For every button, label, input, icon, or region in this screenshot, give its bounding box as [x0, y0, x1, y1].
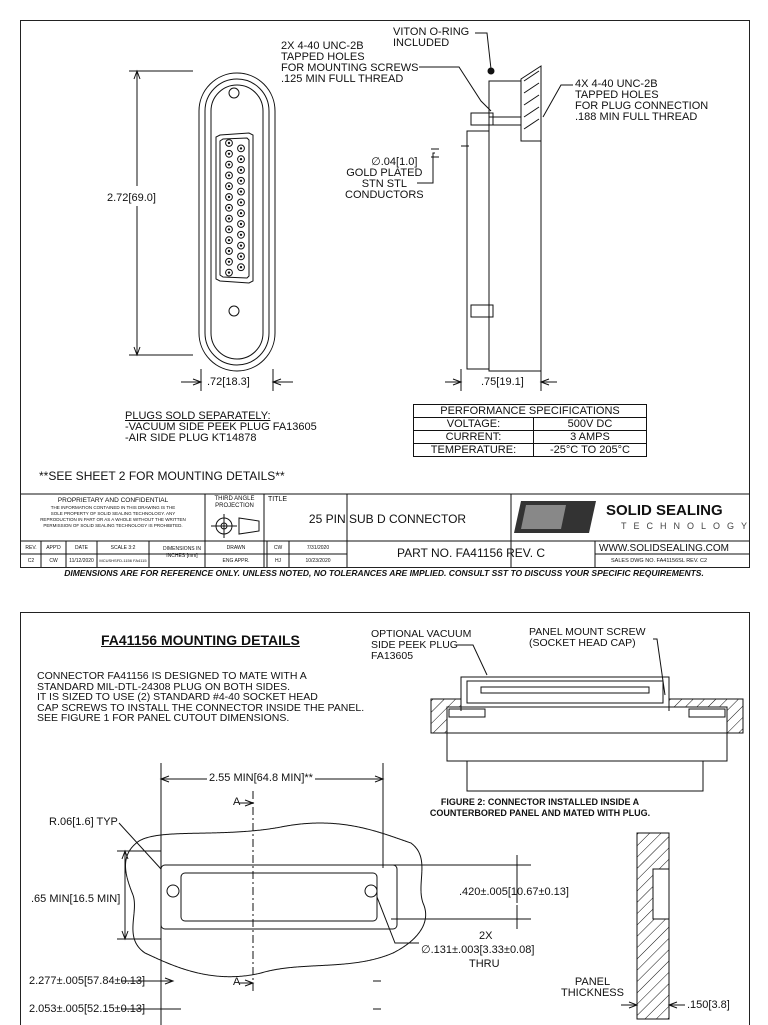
connector-pin-center: [228, 142, 230, 144]
plugs-sold-note: PLUGS SOLD SEPARATELY: -VACUUM SIDE PEEK PLUG FA13605 -AIR SIDE PLUG KT14878: [125, 410, 317, 444]
optional-plug-callout: OPTIONAL VACUUM SIDE PEEK PLUG FA13605: [371, 628, 472, 662]
panel-thickness-dimension: .150[3.8]: [687, 999, 730, 1011]
eng-appr-label: ENG APPR.: [222, 558, 250, 564]
scale-header: SCALE 3:2: [110, 545, 136, 551]
connector-pin-center: [228, 185, 230, 187]
oring-callout: VITON O-RING INCLUDED: [393, 26, 470, 49]
connector-pin-center: [240, 255, 242, 257]
hole-diameter-dimension: ∅.131±.003[3.33±0.08]: [421, 944, 535, 956]
appd-header: APP'D: [46, 545, 61, 551]
section-marker-top: A: [233, 796, 241, 808]
date-value: 11/12/2020: [69, 558, 94, 564]
perf-table-title: PERFORMANCE SPECIFICATIONS: [414, 405, 647, 418]
dimensions-header: DIMENSIONS IN: [162, 546, 202, 552]
callout-leaders: [417, 33, 573, 183]
connector-front-view: [199, 73, 275, 371]
panel-thickness-label: PANEL THICKNESS: [561, 976, 624, 999]
drawing-sheet-1: [20, 20, 755, 568]
connector-pin-center: [228, 163, 230, 165]
height-dimension: 2.72[69.0]: [107, 192, 156, 204]
connector-pin-center: [228, 217, 230, 219]
min-height-dimension: .65 MIN[16.5 MIN]: [31, 893, 121, 905]
connector-pin-center: [240, 234, 242, 236]
section-marker-bottom: A: [233, 976, 241, 988]
connector-pin-center: [240, 266, 242, 268]
drawing-sheet-2: [20, 612, 750, 1025]
hole-count: 2X: [479, 930, 493, 942]
reference-disclaimer: DIMENSIONS ARE FOR REFERENCE ONLY. UNLESS NOTED, NO TOLERANCES ARE IMPLIED. CONSULT SST TO DISCUSS YOUR SPECIFIC REQUIREMENTS.: [64, 568, 704, 578]
connector-pin-array: [226, 140, 245, 276]
connector-pin-center: [228, 174, 230, 176]
panel-section-view: [621, 833, 685, 1019]
drawn-header: DRAWN: [226, 545, 246, 551]
connector-pin-center: [228, 228, 230, 230]
eng-appr-by: HJ: [274, 558, 282, 564]
rev-value: C2: [27, 558, 35, 564]
installed-assembly-figure: [431, 677, 743, 791]
perf-label: VOLTAGE:: [414, 418, 534, 431]
conductors-callout: ∅.04[1.0] GOLD PLATED STN STL CONDUCTORS: [345, 156, 424, 201]
file-value: MCUSHSFD-1156 FA4115: [99, 558, 147, 563]
eng-appr-date: 10/23/2020: [305, 558, 331, 564]
corner-radius-dimension: R.06[1.6] TYP: [49, 816, 118, 828]
connector-side-view: [445, 66, 557, 391]
connector-pin-center: [228, 239, 230, 241]
connector-pin-center: [228, 271, 230, 273]
projection-label: THIRD ANGLE PROJECTION: [214, 496, 255, 509]
company-name: SOLID SEALING: [606, 502, 723, 519]
title-label: TITLE: [268, 496, 288, 503]
hole-offset-dimension: .420±.005[10.67±0.13]: [459, 886, 569, 898]
slot-spacing-dimension: 2.053±.005[52.15±0.13]: [29, 1003, 146, 1015]
perf-label: TEMPERATURE:: [414, 444, 534, 457]
connector-pin-center: [240, 201, 242, 203]
sales-drawing-number: SALES DWG NO. FA41156SL REV. C2: [611, 558, 708, 564]
connector-pin-center: [228, 250, 230, 252]
appd-value: CW: [49, 558, 58, 564]
perf-label: CURRENT:: [414, 431, 534, 444]
connector-pin-center: [228, 196, 230, 198]
connector-pin-center: [228, 261, 230, 263]
width-dimension: .72[18.3]: [207, 376, 250, 388]
rev-header: REV.: [25, 545, 37, 551]
date-header: DATE: [75, 545, 88, 551]
depth-dimension: .75[19.1]: [481, 376, 524, 388]
thru-label: THRU: [469, 958, 500, 970]
mounting-details-heading: FA41156 MOUNTING DETAILS: [101, 632, 300, 648]
perf-value: -25°C TO 205°C: [533, 444, 646, 457]
panel-screw-callout: PANEL MOUNT SCREW (SOCKET HEAD CAP): [529, 626, 646, 649]
sheet2-reference-note: **SEE SHEET 2 FOR MOUNTING DETAILS**: [39, 469, 285, 483]
part-number: PART NO. FA41156 REV. C: [396, 546, 546, 560]
perf-value: 3 AMPS: [533, 431, 646, 444]
connector-pin-center: [240, 223, 242, 225]
drawing-title: 25 PIN SUB D CONNECTOR: [308, 512, 467, 526]
drawn-date: 7/31/2020: [306, 545, 330, 551]
drawn-by: CW: [273, 545, 283, 551]
mounting-holes-callout: 2X 4-40 UNC-2B TAPPED HOLES FOR MOUNTING SCREWS .125 MIN FULL THREAD: [281, 40, 419, 85]
connector-pin-center: [228, 207, 230, 209]
plug-holes-callout: 4X 4-40 UNC-2B TAPPED HOLES FOR PLUG CONNECTION .188 MIN FULL THREAD: [575, 78, 709, 123]
figure2-caption: FIGURE 2: CONNECTOR INSTALLED INSIDE A COUNTERBORED PANEL AND MATED WITH PLUG.: [429, 797, 651, 818]
mounting-intro-text: CONNECTOR FA41156 IS DESIGNED TO MATE WITH A STANDARD MIL-DTL-24308 PLUG ON BOTH SIDES. IT IS SIZED TO USE (2) STANDARD #4-40 SOCKET HEAD CAP SCREWS TO INSTALL THE CONNECTOR INSIDE THE PANEL. SEE FIGURE 1 FOR PANEL CUTOUT DIMENSIONS.: [37, 670, 365, 724]
company-tagline: TECHNOLOGY: [621, 521, 755, 531]
performance-spec-table: [413, 404, 647, 457]
min-width-dimension: 2.55 MIN[64.8 MIN]**: [209, 772, 313, 784]
connector-pin-center: [240, 244, 242, 246]
connector-pin-center: [228, 153, 230, 155]
website-text: WWW.SOLIDSEALING.COM: [599, 543, 730, 554]
height-dimension-lines: [129, 71, 193, 355]
connector-pin-center: [240, 169, 242, 171]
units-value: INCHES [mm]: [166, 553, 198, 559]
sst-logo-mark: [514, 501, 596, 533]
connector-pin-center: [240, 180, 242, 182]
connector-pin-center: [240, 212, 242, 214]
connector-pin-center: [240, 190, 242, 192]
perf-value: 500V DC: [533, 418, 646, 431]
connector-pin-center: [240, 147, 242, 149]
connector-pin-center: [240, 158, 242, 160]
hole-spacing-dimension: 2.277±.005[57.84±0.13]: [29, 975, 146, 987]
proprietary-block: PROPRIETARY AND CONFIDENTIAL THE INFORMATION CONTAINED IN THIS DRAWING IS THE SOLE PROPERTY OF SOLID SEALING TECHNOLOGY. ANY REPRODUCTION IN PART OR AS A WHOLE WITHOUT THE WRITTEN PERMISSION OF SOLID SEALING TECHNOLOGY IS PROHIBITED.: [40, 497, 186, 528]
